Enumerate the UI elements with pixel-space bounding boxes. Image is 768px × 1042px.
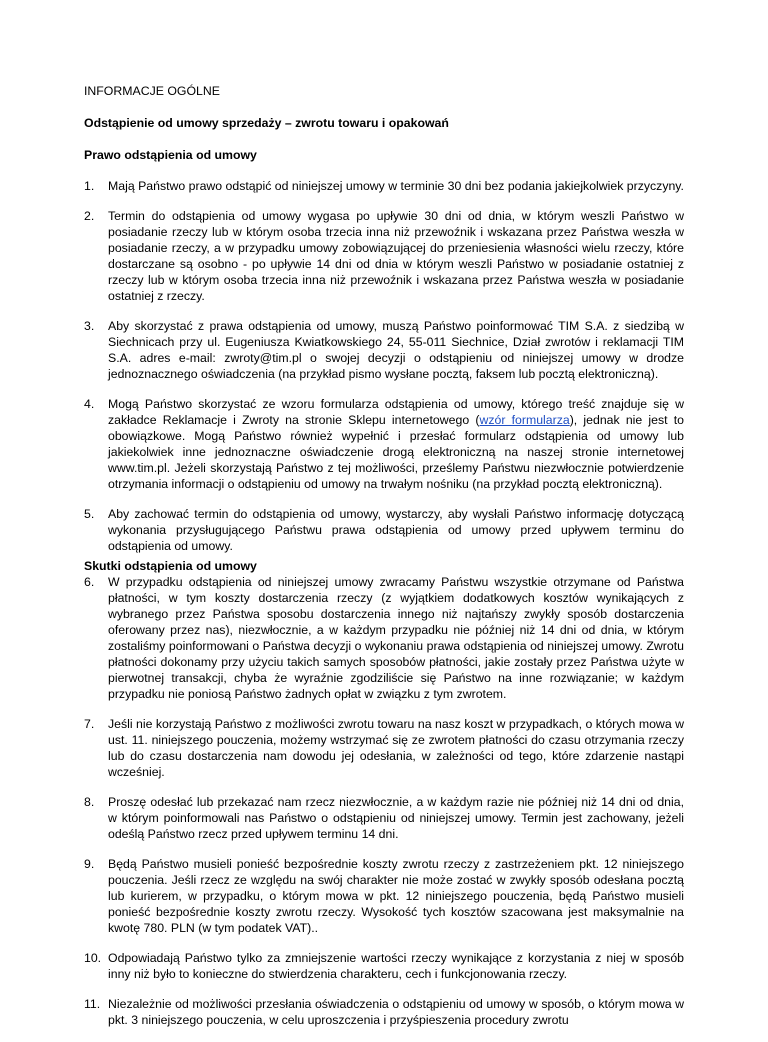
item-number: 1. bbox=[84, 179, 95, 193]
list-item bbox=[84, 178, 684, 194]
item-number: 4. bbox=[84, 397, 95, 411]
list-right bbox=[84, 178, 684, 554]
item-text: Termin do odstąpienia od umowy wygasa po upływie 30 dni od dnia, w którym weszli Państwo w posiadanie rzeczy lub w którym osoba trzecia inna niż przewoźnik i wskazana przez Państwa weszła w posiadanie rzeczy, a w przypadku umowy zobowiązującej do przeniesienia własności wielu rzeczy, które dostarczane są osobno - po upływie 14 dni od dnia w którym weszli Państwo w posiadanie ostatniej z rzeczy lub w którym osoba trzecia inna niż przewoźnik i wskazana przez Państwa weszła w posiadanie ostatniej z rzeczy. bbox=[108, 209, 684, 303]
list-item bbox=[84, 996, 684, 1028]
item-number: 10. bbox=[84, 951, 102, 965]
list-effects bbox=[84, 574, 684, 1028]
item-text: Jeśli nie korzystają Państwo z możliwości zwrotu towaru na nasz koszt w przypadkach, o których mowa w ust. 11. niniejszego pouczenia, możemy wstrzymać się ze zwrotem płatności do czasu otrzymania rzeczy lub do czasu dostarczenia nam dowodu jej odesłania, w zależności od tego, które zdarzenie nastąpi wcześniej. bbox=[108, 717, 684, 779]
item-number: 9. bbox=[84, 857, 95, 871]
item-text: Odpowiadają Państwo tylko za zmniejszenie wartości rzeczy wynikające z korzystania z niej w sposób inny niż było to konieczne do stwierdzenia charakteru, cech i funkcjonowania rzeczy. bbox=[108, 951, 684, 981]
item-text-before: Mogą Państwo skorzystać ze wzoru formularza odstąpienia od umowy, którego treść znajduje się w zakładce Reklamacje i Zwroty na stronie Sklepu internetowego ( bbox=[108, 397, 684, 427]
item-number: 2. bbox=[84, 209, 95, 223]
item-number: 3. bbox=[84, 319, 95, 333]
list-item bbox=[84, 950, 684, 982]
item-number: 8. bbox=[84, 795, 95, 809]
item-number: 11. bbox=[84, 997, 101, 1011]
list-item bbox=[84, 506, 684, 554]
item-number: 5. bbox=[84, 507, 95, 521]
item-text: Niezależnie od możliwości przesłania oświadczenia o odstąpieniu od umowy w sposób, o którym mowa w pkt. 3 niniejszego pouczenia, w celu uproszczenia i przyśpieszenia procedury zwrotu bbox=[108, 997, 684, 1027]
item-text: Mają Państwo prawo odstąpić od niniejszej umowy w terminie 30 dni bez podania jakiejkolwiek przyczyny. bbox=[108, 179, 684, 193]
item-text: W przypadku odstąpienia od niniejszej umowy zwracamy Państwu wszystkie otrzymane od Państwa płatności, w tym koszty dostarczenia rzeczy (z wyjątkiem dodatkowych kosztów wynikających z wybranego przez Państwa sposobu dostarczenia innego niż najtańszy zwykły sposób dostarczenia oferowany przez nas), niezwłocznie, a w każdym przypadku nie później niż 14 dni od dnia, w którym zostaliśmy poinformowani o Państwa decyzji o wykonaniu prawa odstąpienia od niniejszej umowy. Zwrotu płatności dokonamy przy użyciu takich samych sposobów płatności, jakie zostały przez Państwa użyte w pierwotnej transakcji, chyba że wyraźnie zgodziliście się Państwo na inne rozwiązanie; w każdym przypadku nie poniosą Państwo żadnych opłat w związku z tym zwrotem. bbox=[108, 575, 684, 701]
list-item bbox=[84, 716, 684, 780]
document-title: INFORMACJE OGÓLNE bbox=[84, 84, 220, 98]
list-item bbox=[84, 574, 684, 702]
form-template-link[interactable]: wzór formularza bbox=[479, 413, 570, 427]
list-item bbox=[84, 208, 684, 304]
item-text: Proszę odesłać lub przekazać nam rzecz niezwłocznie, a w każdym razie nie później niż 14 dni od dnia, w którym poinformowali nas Państwo o odstąpieniu od niniejszej umowy. Termin jest zachowany, jeżeli odeślą Państwo rzecz przed upływem terminu 14 dni. bbox=[108, 795, 684, 841]
document-page bbox=[84, 84, 684, 1042]
section-heading-effects: Skutki odstąpienia od umowy bbox=[84, 559, 257, 573]
item-text-after: ), jednak nie jest to obowiązkowe. Mogą Państwo również wypełnić i przesłać formularz odstąpienia od umowy lub jakiekolwiek inne jednoznaczne oświadczenie drogą elektroniczną na naszej stronie internetowej www.tim.pl. Jeżeli skorzystają Państwo z tej możliwości, prześlemy Państwu niezwłocznie potwierdzenie otrzymania informacji o odstąpieniu od umowy na trwałym nośniku (na przykład pocztą elektroniczną). bbox=[108, 413, 685, 491]
section-heading-right: Prawo odstąpienia od umowy bbox=[84, 148, 257, 162]
list-item bbox=[84, 318, 684, 382]
list-item bbox=[84, 856, 684, 936]
document-subtitle: Odstąpienie od umowy sprzedaży – zwrotu towaru i opakowań bbox=[84, 116, 449, 130]
list-item bbox=[84, 794, 684, 842]
item-text: Aby skorzystać z prawa odstąpienia od umowy, muszą Państwo poinformować TIM S.A. z siedzibą w Siechnicach przy ul. Eugeniusza Kwiatkowskiego 24, 55-011 Siechnice, Dział zwrotów i reklamacji TIM S.A. adres e-mail: zwroty@tim.pl o swojej decyzji o odstąpieniu od niniejszej umowy w drodze jednoznacznego oświadczenia (na przykład pismo wysłane pocztą, faksem lub pocztą elektroniczną). bbox=[108, 319, 684, 381]
list-item bbox=[84, 396, 684, 492]
item-number: 6. bbox=[84, 575, 95, 589]
item-text: Aby zachować termin do odstąpienia od umowy, wystarczy, aby wysłali Państwo informację dotyczącą wykonania przysługującego Państwu prawa odstąpienia od umowy przed upływem terminu do odstąpienia od umowy. bbox=[108, 507, 684, 553]
item-number: 7. bbox=[84, 717, 95, 731]
item-text: Będą Państwo musieli ponieść bezpośrednie koszty zwrotu rzeczy z zastrzeżeniem pkt. 12 niniejszego pouczenia. Jeśli rzecz ze względu na swój charakter nie może zostać w zwykły sposób odesłana pocztą lub kurierem, w przypadku, o którym mowa w pkt. 12 niniejszego pouczenia, będą Państwo musieli ponieść bezpośrednie koszty zwrotu rzeczy. Wysokość tych kosztów szacowana jest maksymalnie na kwotę 780. PLN (w tym podatek VAT).. bbox=[108, 857, 684, 935]
